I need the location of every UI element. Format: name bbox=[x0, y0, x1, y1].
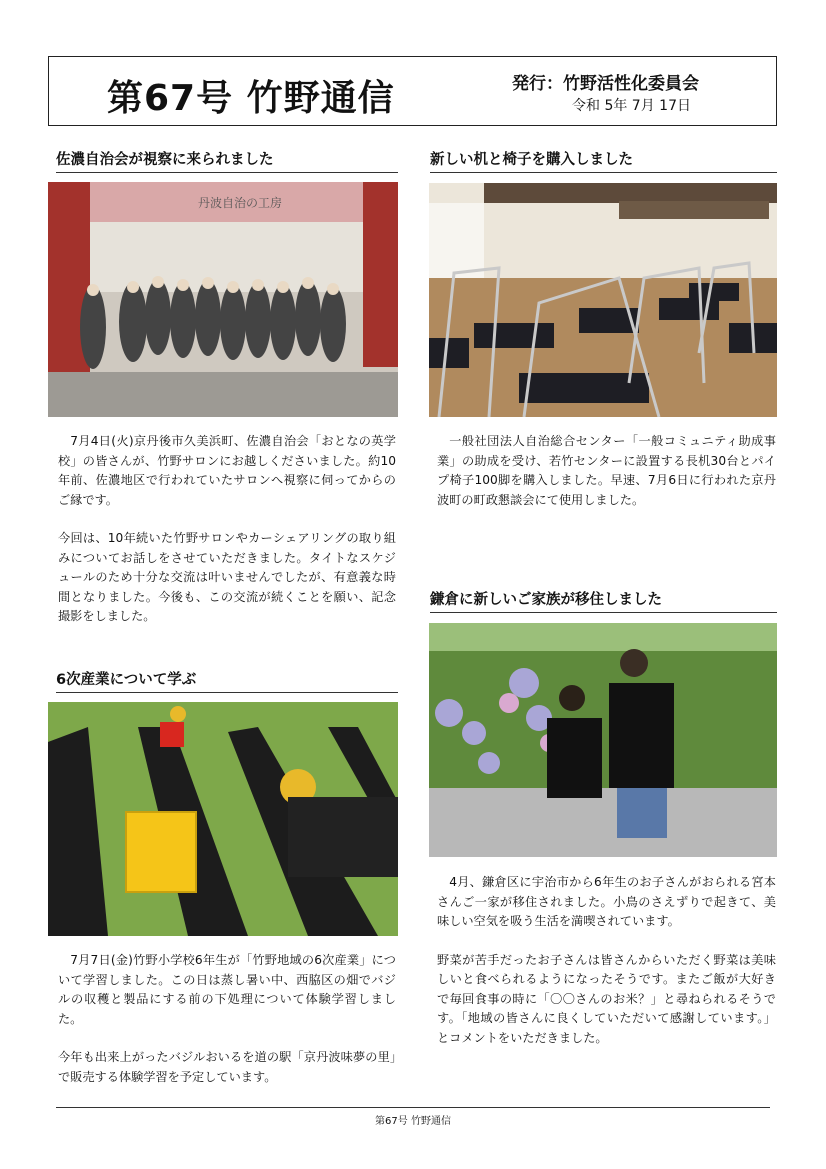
section-heading-industry: 6次産業について学ぶ bbox=[56, 668, 398, 693]
industry-article bbox=[58, 951, 396, 1087]
visit-paragraph-2: 今回は、10年続いた竹野サロンやカーシェアリングの取り組みについてお話しをさせていただきました。タイトなスケジュールのため十分な交流は叶いませんでしたが、有意義な時間となりました。今後も、この交流が続くことを願い、記念撮影をしました。 bbox=[58, 531, 396, 623]
desks-paragraph-1: 一般社団法人自治総合センター「一般コミュニティ助成事業」の助成を受け、若竹センターに設置する長机30台とパイプ椅子100脚を購入しました。早速、7月6日に行われた京丹波町の町政懇談会にて使用しました。 bbox=[437, 434, 776, 507]
family-paragraph-2: 野菜が苦手だったお子さんは皆さんからいただく野菜は美味しいと食べられるようになったそうです。またご飯が大好きで毎回食事の時に「〇〇さんのお米？」と尋ねられるそうです。「地域の皆さんに良くしていただいて感謝しています。」とコメントをいただきました。 bbox=[437, 952, 776, 1045]
masthead bbox=[48, 56, 777, 126]
newsletter-title: 第67号 竹野通信 bbox=[107, 78, 395, 119]
field-photo bbox=[48, 702, 398, 936]
chairs-photo bbox=[429, 183, 777, 417]
family-photo bbox=[429, 623, 777, 857]
family-article bbox=[437, 873, 776, 1048]
industry-paragraph-2: 今年も出来上がったバジルおいるを道の駅「京丹波味夢の里」で販売する体験学習を予定しています。 bbox=[58, 1050, 396, 1084]
section-heading-family: 鎌倉に新しいご家族が移住しました bbox=[430, 588, 777, 613]
publisher: 発行：竹野活性化委員会 bbox=[512, 74, 699, 94]
section-heading-desks: 新しい机と椅子を購入しました bbox=[430, 148, 777, 173]
section-heading-visit: 佐濃自治会が視察に来られました bbox=[56, 148, 398, 173]
footer-rule bbox=[56, 1107, 770, 1108]
visit-article bbox=[58, 432, 396, 627]
desks-article bbox=[437, 432, 776, 510]
visit-paragraph-1: 7月4日(火)京丹後市久美浜町、佐濃自治会「おとなの英学校」の皆さんが、竹野サロンにお越しくださいました。約10年前、佐濃地区で行われていたサロンへ視察に伺ってからのご縁です。 bbox=[58, 434, 396, 507]
industry-paragraph-1: 7月7日(金)竹野小学校6年生が「竹野地域の6次産業」について学習しました。この日は蒸し暑い中、西脇区の畑でバジルの収穫と製品にする前の下処理について体験学習しました。 bbox=[58, 953, 396, 1026]
group-photo bbox=[48, 182, 398, 417]
family-paragraph-1: 4月、鎌倉区に宇治市から6年生のお子さんがおられる宮本さんご一家が移住されました。小鳥のさえずりで起きて、美味しい空気を吸う生活を満喫されています。 bbox=[437, 875, 776, 928]
building-sign: 丹波自治の工房 bbox=[198, 196, 283, 210]
footer-label: 第67号 竹野通信 bbox=[375, 1116, 451, 1127]
issue-date: 令和 5年 7月 17日 bbox=[572, 98, 691, 114]
